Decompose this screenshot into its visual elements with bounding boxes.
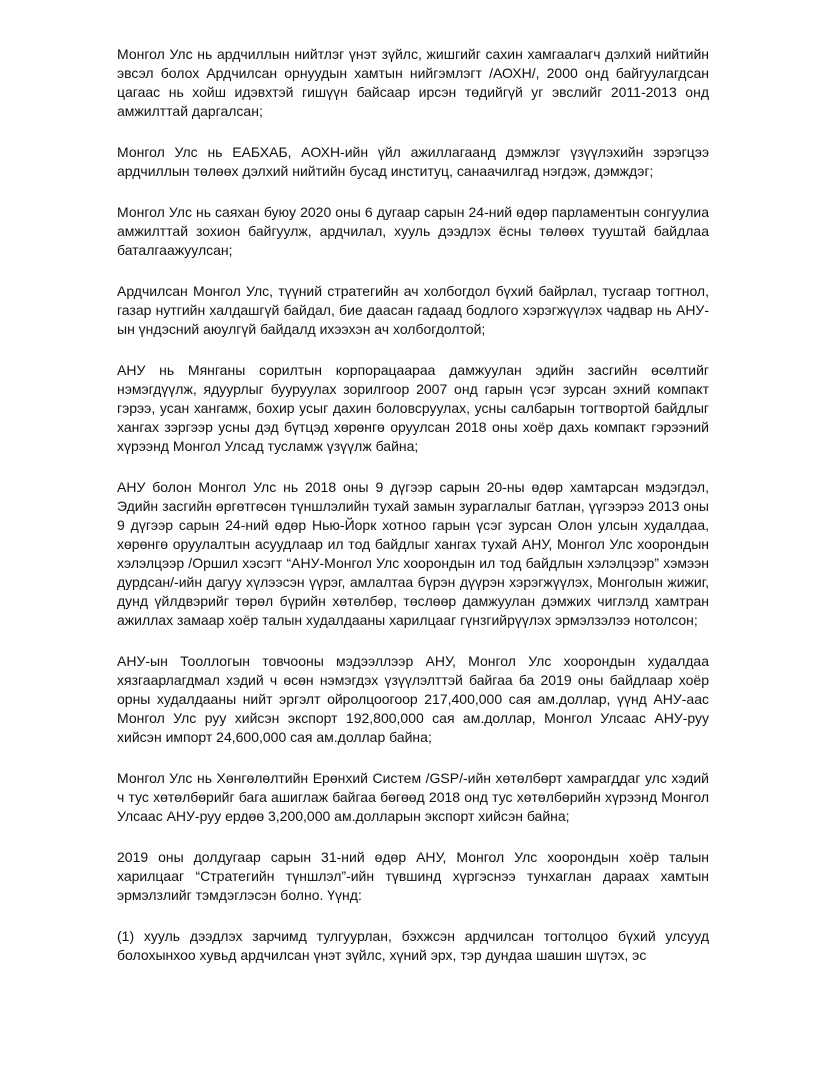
paragraph-gsp-program: Монгол Улс нь Хөнгөлөлтийн Ерөнхий Систем /GSP/-ийн хөтөлбөрт хамрагддаг улс хэдий ч тус хөтөлбөрийг бага ашиглаж байгаа бөгөөд 2018 онд тус хөтөлбөрийн хүрээнд Монгол Улсаас АНУ-руу ердөө 3,200,000 ам.долларын экспорт хийсэн байна; bbox=[117, 770, 709, 824]
paragraph-strategic-importance: Ардчилсан Монгол Улс, түүний стратегийн ач холбогдол бүхий байрлал, тусгаар тогтнол, газар нутгийн халдашгүй байдал, бие даасан гадаад бодлого хэрэгжүүлэх чадвар нь АНУ-ын үндэсний аюулгүй байдалд ихээхэн ач холбогдолтой; bbox=[117, 283, 709, 337]
paragraph-osce-support: Монгол Улс нь ЕАБХАБ, АОХН-ийн үйл ажиллагаанд дэмжлэг үзүүлэхийн зэрэгцээ ардчиллын төлөөх дэлхий нийтийн бусад институц, санаачилгад нэгдэж, дэмждэг; bbox=[117, 144, 709, 179]
paragraph-mcc-compact: АНУ нь Мянганы сорилтын корпорацаараа дамжуулан эдийн засгийн өсөлтийг нэмэгдүүлж, ядуурлыг бууруулах зорилгоор 2007 онд гарын үсэг зурсан эхний компакт гэрээ, усан хангамж, бохир усыг дахин боловсруулах, усны салбарын тогтвортой байдлыг хангах зэргээр усны дэд бүтцэд хөрөнгө оруулсан 2018 оны хоёр дахь компакт гэрээний хүрээнд Монгол Улсад тусламж үзүүлж байна; bbox=[117, 362, 709, 454]
paragraph-aohn-membership: Монгол Улс нь ардчиллын нийтлэг үнэт зүйлс, жишгийг сахин хамгаалагч дэлхий нийтийн эвсэл болох Ардчилсан орнуудын хамтын нийгэмлэгт /АОХН/, 2000 онд байгуулагдсан цагаас нь хойш идэвхтэй гишүүн байсаар ирсэн төдийгүй уг эвслийг 2011-2013 онд амжилттай даргалсан; bbox=[117, 46, 709, 119]
paragraph-2020-elections: Монгол Улс нь саяхан буюу 2020 оны 6 дугаар сарын 24-ний өдөр парламентын сонгуулиа амжилттай зохион байгуулж, ардчилал, хууль дээдлэх ёсны төлөөх тууштай байдлаа баталгаажуулсан; bbox=[117, 204, 709, 258]
paragraph-joint-statement-2018: АНУ болон Монгол Улс нь 2018 оны 9 дүгээр сарын 20-ны өдөр хамтарсан мэдэгдэл, Эдийн засгийн өргөтгөсөн түншлэлийн тухай замын зураглалыг батлан, үүгээрээ 2013 оны 9 дүгээр сарын 24-ний өдөр Нью-Йорк хотноо гарын үсэг зурсан Олон улсын худалдаа, хөрөнгө оруулалтын асуудлаар ил тод байдлыг хангах тухай АНУ, Монгол Улс хоорондын хэлэлцээр /Оршил хэсэгт “АНУ-Монгол Улс хоорондын ил тод байдлын хэлэлцээр” хэмээн дурдсан/-ийн дагуу хүлээсэн үүрэг, амлалтаа бүрэн дүүрэн хэрэгжүүлэх, Монголын жижиг, дунд үйлдвэрийг төрөл бүрийн хөтөлбөр, төслөөр дамжуулан дэмжих чиглэлд хамтран ажиллах замаар хоёр талын худалдааны харилцааг гүнзгийрүүлэх эрмэлзэлээ нотолсон; bbox=[117, 479, 709, 628]
document-body bbox=[117, 45, 709, 987]
paragraph-strategic-partnership: 2019 оны долдугаар сарын 31-ний өдөр АНУ, Монгол Улс хоорондын хоёр талын харилцааг “Стратегийн түншлэл”-ийн түвшинд хүргэснээ тунхаглан дараах хамтын эрмэлзлийг тэмдэглэсэн болно. Үүнд: bbox=[117, 849, 709, 903]
paragraph-trade-statistics: АНУ-ын Тооллогын товчооны мэдээллээр АНУ, Монгол Улс хоорондын худалдаа хязгаарлагдмал хэдий ч өсөн нэмэгдэх үзүүлэлттэй байгаа ба 2019 оны байдлаар хоёр орны худалдааны нийт эргэлт ойролцоогоор 217,400,000 сая ам.доллар, үүнд АНУ-аас Монгол Улс руу хийсэн экспорт 192,800,000 сая ам.доллар, Монгол Улсаас АНУ-руу хийсэн импорт 24,600,000 сая ам.доллар байна; bbox=[117, 653, 709, 745]
paragraph-item-1: (1) хууль дээдлэх зарчимд тулгуурлан, бэхжсэн ардчилсан тогтолцоо бүхий улсууд болохынхоо хувьд ардчилсан үнэт зүйлс, хүний эрх, тэр дундаа шашин шүтэх, эс bbox=[117, 928, 709, 963]
